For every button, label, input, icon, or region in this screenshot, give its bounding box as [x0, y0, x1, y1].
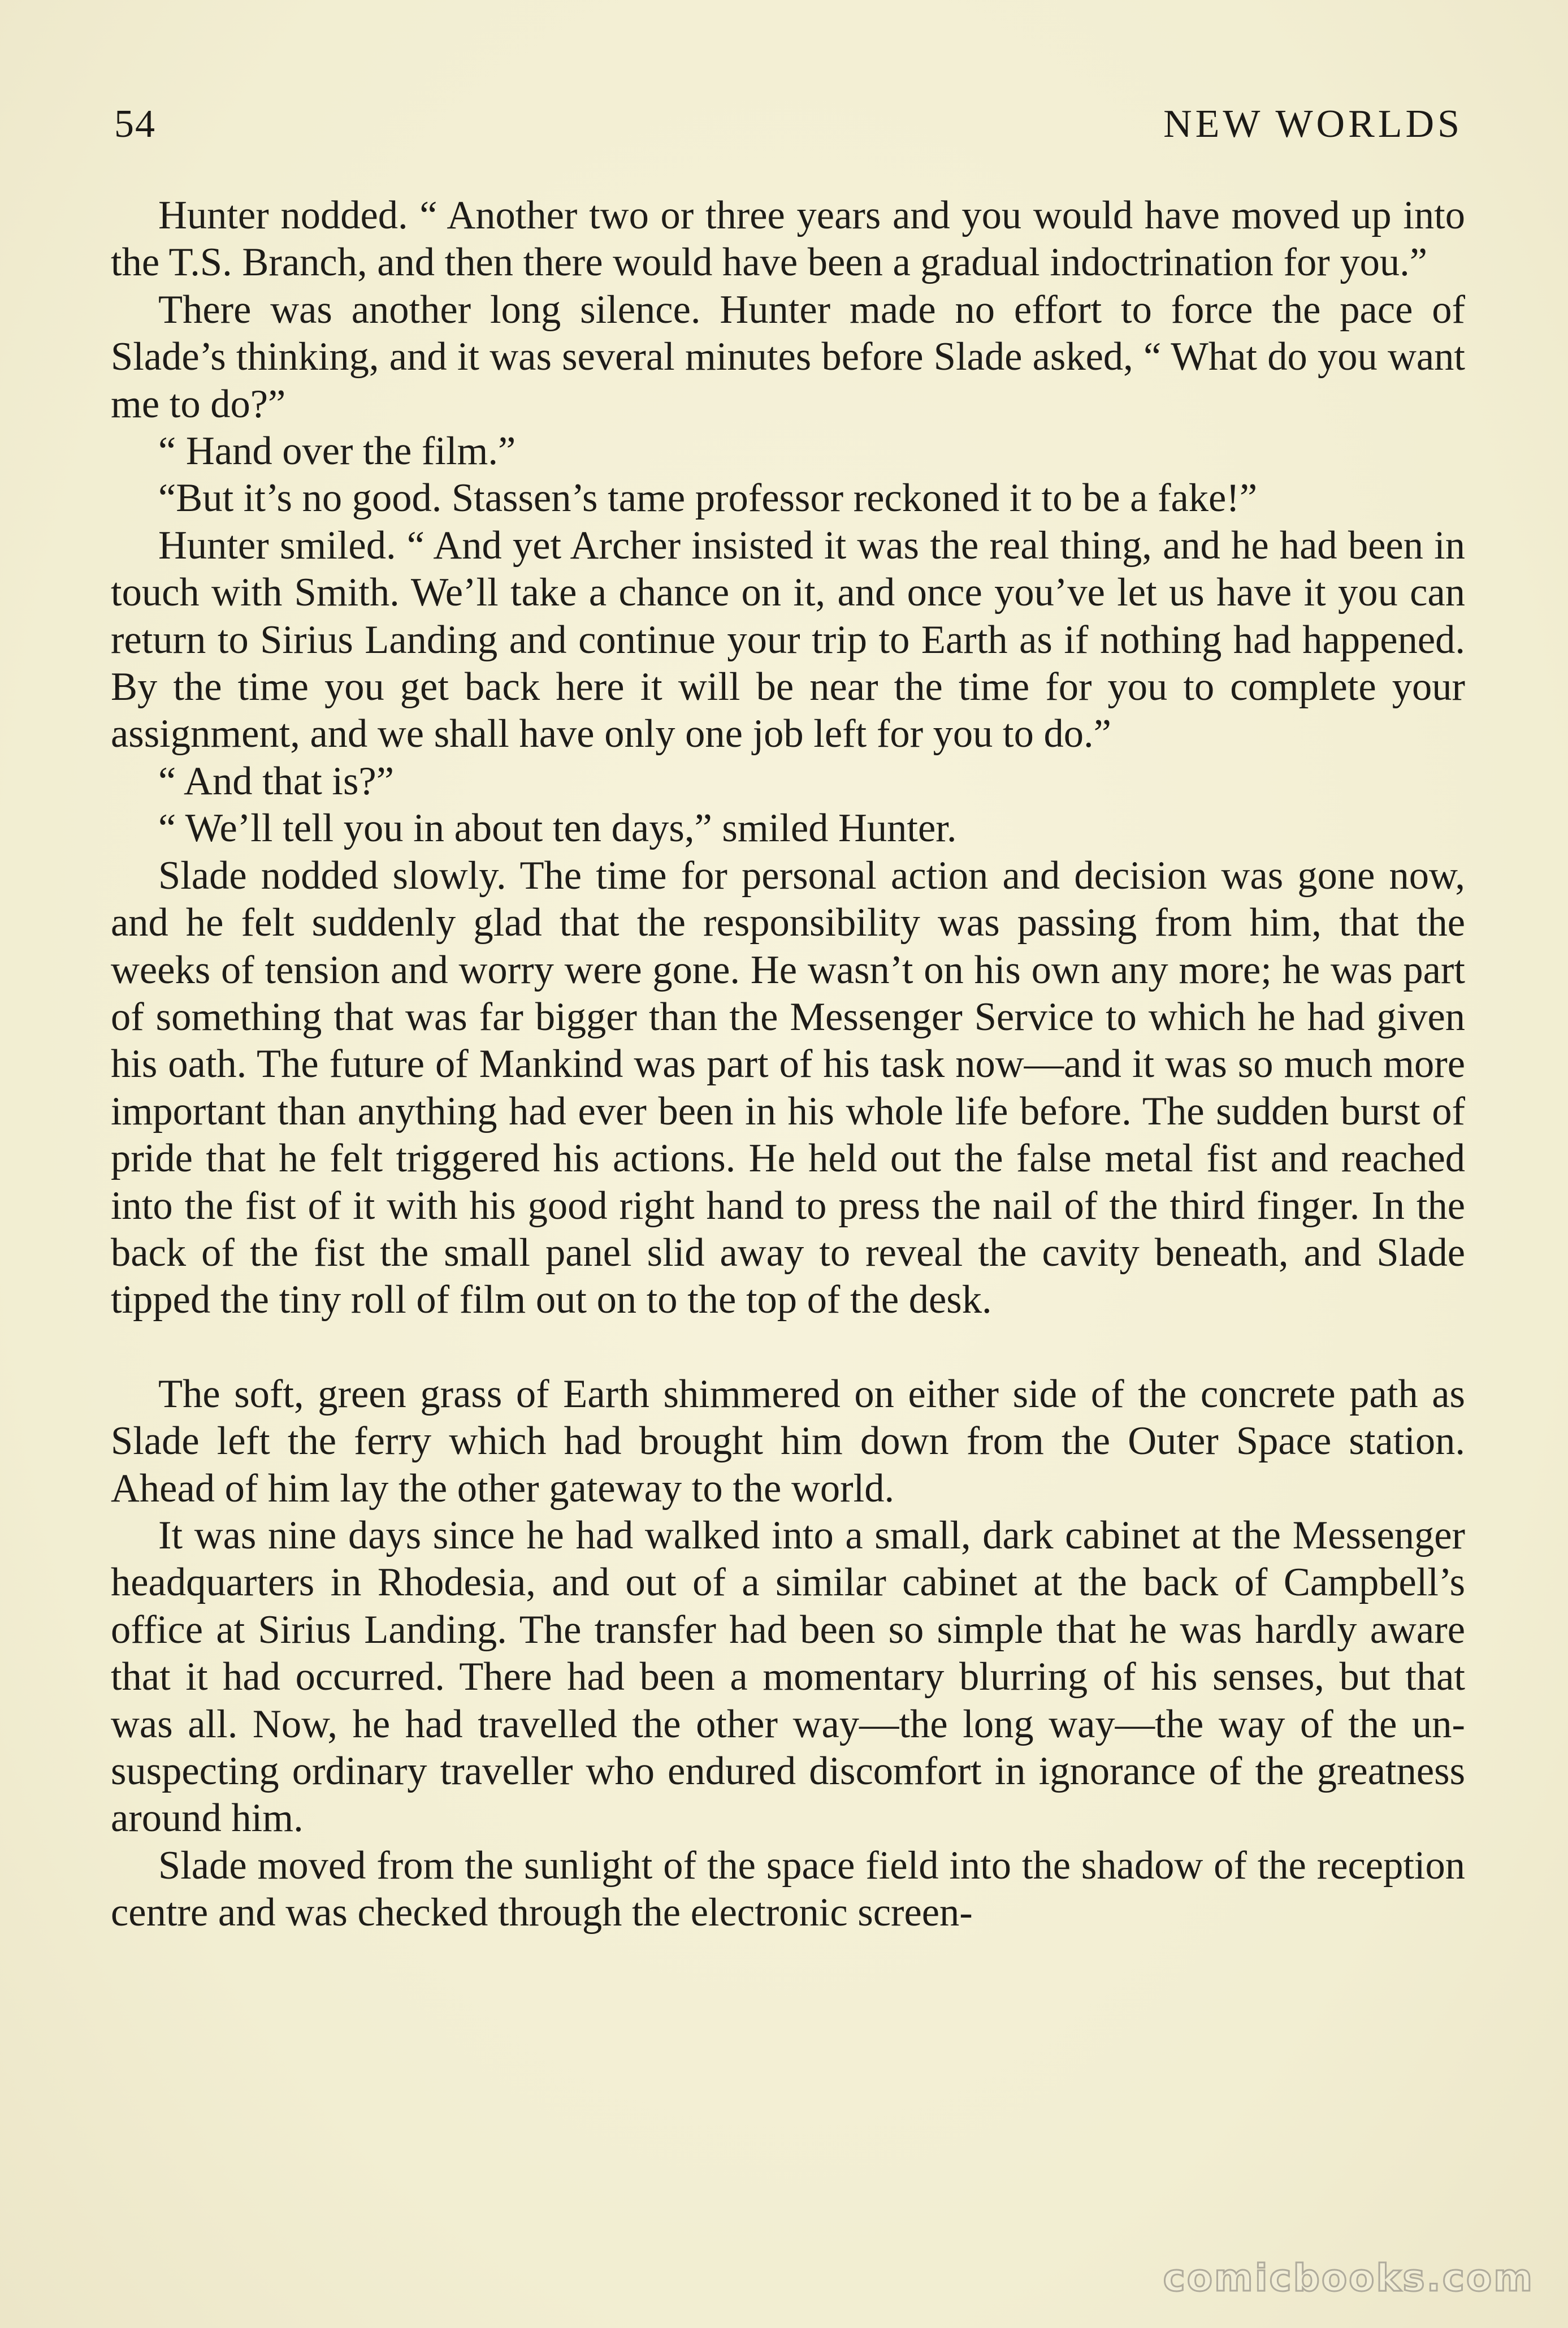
section-break: [111, 1324, 1465, 1371]
paragraph: Hunter nodded. “ Another two or three years and you would have moved up into the T.S. Branch, and then there would have been a gradual indoctrination for you.”: [111, 193, 1465, 285]
paragraph: “ Hand over the film.”: [158, 429, 516, 474]
paragraph: Slade moved from the sunlight of the space field into the shadow of the reception centre and was checked through the electronic screen-: [111, 1843, 1465, 1935]
paragraph: The soft, green grass of Earth shimmered on either side of the concrete path as Slade left the ferry which had brought him down from the Outer Space station. Ahead of him lay the other gateway to the world.: [111, 1371, 1465, 1511]
paragraph: “ We’ll tell you in about ten days,” smiled Hunter.: [158, 806, 957, 851]
paragraph: “But it’s no good. Stassen’s tame professor reckoned it to be a fake!”: [158, 476, 1258, 521]
body-text: [111, 192, 1465, 1937]
paragraph: It was nine days since he had walked into a small, dark cabinet at the Messenger headquarters in Rhodesia, and out of a similar cabinet at the back of Campbell’s office at Sirius Landing. The transfer had been so simple that he was hardly aware that it had occurred. There had been a momentary blurring of his senses, but that was all. Now, he had travelled the other way—the long way—the way of the unsuspecting ordinary traveller who endured discomfort in ignorance of the greatness around him.: [111, 1513, 1465, 1841]
page-number: 54: [114, 102, 156, 146]
paragraph: Hunter smiled. “ And yet Archer insisted it was the real thing, and he had been in touch with Smith. We’ll take a chance on it, and once you’ve let us have it you can return to Sirius Landing and continue your trip to Earth as if nothing had happened. By the time you get back here it will be near the time for you to complete your assignment, and we shall have only one job left for you to do.”: [111, 523, 1465, 756]
paragraph: There was another long silence. Hunter made no effort to force the pace of Slade’s thinking, and it was several minutes before Slade asked, “ What do you want me to do?”: [111, 287, 1465, 426]
paragraph: “ And that is?”: [158, 759, 395, 803]
paragraph: Slade nodded slowly. The time for personal action and decision was gone now, and he felt suddenly glad that the responsibility was passing from him, that the weeks of tension and worry were gone. He wasn’t on his own any more; he was part of something that was far bigger than the Messenger Service to which he had given his oath. The future of Mankind was part of his task now—and it was so much more important than anything had ever been in his whole life before. The sudden burst of pride that he felt triggered his actions. He held out the false metal fist and reached into the fist of it with his good right hand to press the nail of the third finger. In the back of the fist the small panel slid away to reveal the cavity beneath, and Slade tipped the tiny roll of film out on to the top of the desk.: [111, 853, 1465, 1322]
running-head: NEW WORLDS: [1163, 102, 1463, 146]
page-header: [113, 102, 1463, 158]
watermark-logo: comicbooks.com: [1163, 2256, 1534, 2300]
